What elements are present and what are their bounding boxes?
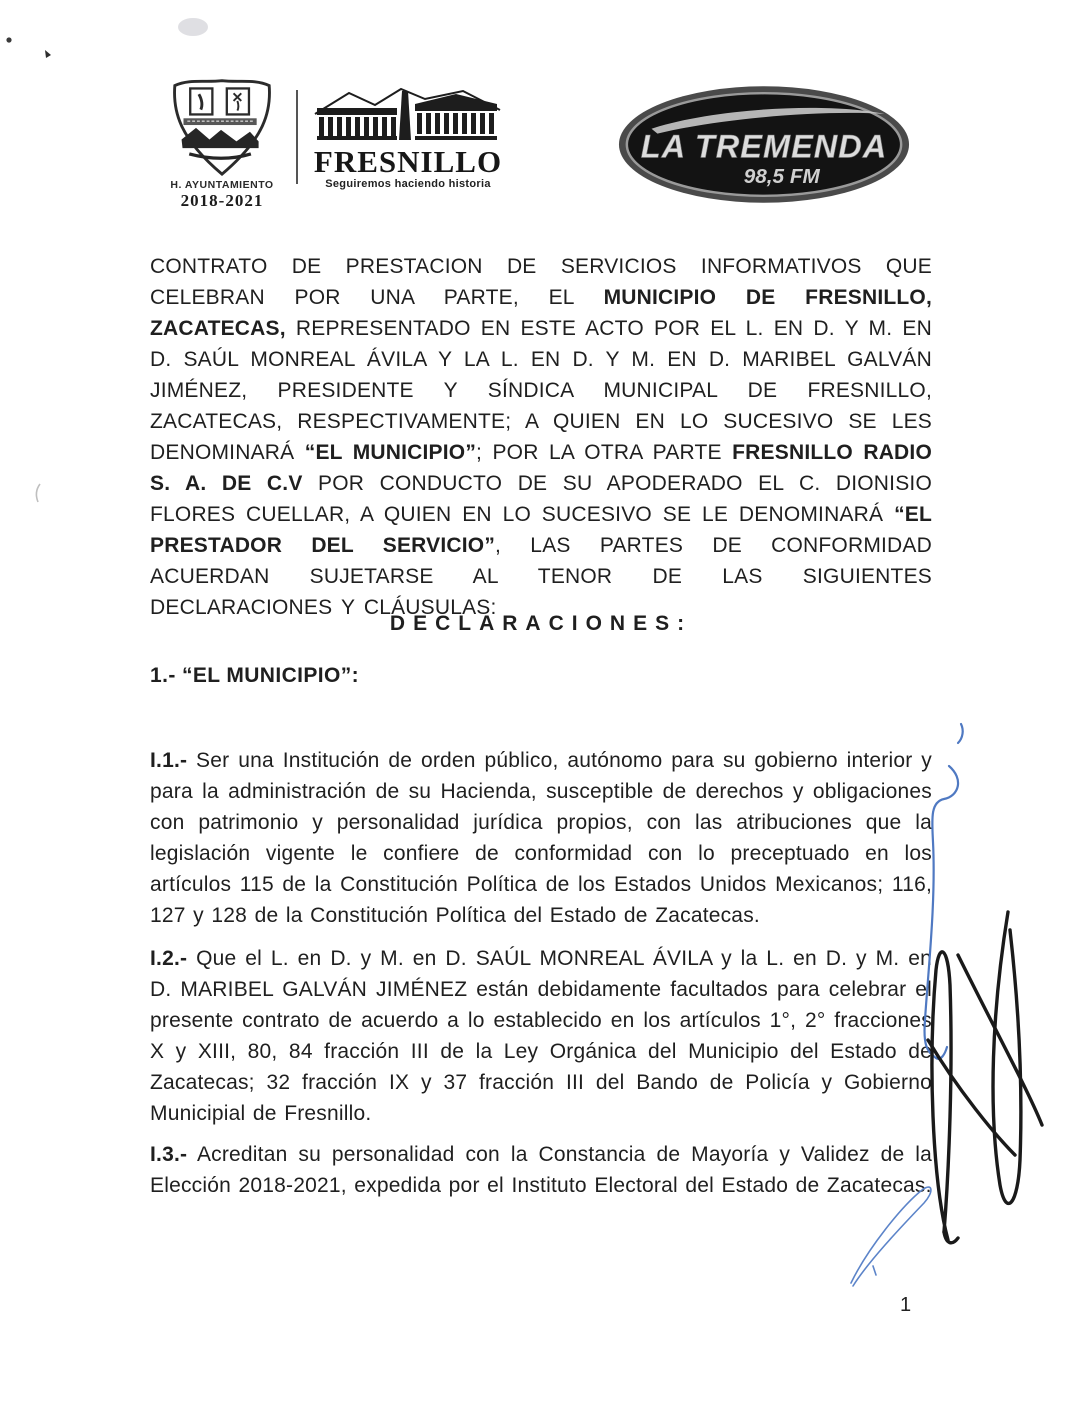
shield-caption-line2: 2018-2021 xyxy=(180,191,264,210)
fresnillo-tagline: Seguiremos haciendo historia xyxy=(325,178,491,190)
header-logos xyxy=(0,0,1089,220)
fresnillo-skyline-icon xyxy=(312,86,504,142)
shield-caption-line1: H. AYUNTAMIENTO xyxy=(170,179,274,191)
la-tremenda-logo xyxy=(616,82,912,208)
page-number: 1 xyxy=(900,1294,912,1316)
declarations-heading: DECLARACIONES: xyxy=(389,612,693,635)
clause-I1 xyxy=(150,745,932,931)
black-ink-signature xyxy=(928,912,1042,1243)
clause-I2-text: Que el L. en D. y M. en D. SAÚL MONREAL ÁVILA y la L. en D. y M. en D. MARIBEL GALVÁN JIMÉNEZ están debidamente facultados para celebrar el presente contrato de acuerdo a lo establecido en los artículos 1°, 2° fracciones X y XIII, 80, 84 fracción III de la Ley Orgánica del Municipio del Estado de Zacatecas; 32 fracción IX y 37 fracción III del Bando de Policía y Gobierno Municipial de Fresnillo. xyxy=(150,947,932,1125)
clause-I2-number: I.2.- xyxy=(150,947,188,970)
clause-I3-text: Acreditan su personalidad con la Constancia de Mayoría y Validez de la Elección 2018-2021, expedida por el Instituto Electoral del Estado de Zacatecas. xyxy=(150,1143,932,1197)
contract-opening-paragraph: CONTRATO DE PRESTACION DE SERVICIOS INFORMATIVOS QUE CELEBRAN POR UNA PARTE, EL MUNICIPIO DE FRESNILLO, ZACATECAS, REPRESENTADO EN ESTE ACTO POR EL L. EN D. Y M. EN D. SAÚL MONREAL ÁVILA Y LA L. EN D. Y M. EN D. MARIBEL GALVÁN JIMÉNEZ, PRESIDENTE Y SÍNDICA MUNICIPAL DE FRESNILLO, ZACATECAS, RESPECTIVAMENTE; A QUIEN EN LO SUCESIVO SE LES DENOMINARÁ “EL MUNICIPIO”; POR LA OTRA PARTE FRESNILLO RADIO S. A. DE C.V POR CONDUCTO DE SU APODERADO EL C. DIONISIO FLORES CUELLAR, A QUIEN EN LO SUCESIVO SE LE DENOMINARÁ “EL PRESTADOR DEL SERVICIO”, LAS PARTES DE CONFORMIDAD ACUERDAN SUJETARSE AL TENOR DE LAS SIGUIENTES DECLARACIONES Y CLÁUSULAS: xyxy=(150,255,933,619)
tremenda-wordmark: LA TREMENDA xyxy=(640,128,888,165)
clause-I3-number: I.3.- xyxy=(150,1143,188,1166)
clause-I2 xyxy=(150,943,932,1129)
fresnillo-logo xyxy=(308,86,508,190)
municipal-shield-logo xyxy=(158,74,286,211)
la-tremenda-oval-icon xyxy=(616,82,912,208)
clause-I1-text: Ser una Institución de orden público, autónomo para su gobierno interior y para la administración de su Hacienda, susceptible de derechos y obligaciones con patrimonio y personalidad jurídica propios, con las atribuciones que la legislación vigente le confiere de conformidad con lo preceptuado en los artículos 115 de la Constitución Política de los Estados Unidos Mexicanos; 116, 127 y 128 de la Constitución Política del Estado de Zacatecas. xyxy=(150,749,932,927)
fresnillo-wordmark: FRESNILLO xyxy=(313,144,503,179)
section1-title: 1.- “EL MUNICIPIO”: xyxy=(150,664,360,687)
blue-pen-loop xyxy=(851,1187,931,1286)
logo-divider xyxy=(296,90,298,184)
tremenda-frequency: 98,5 FM xyxy=(743,164,820,188)
clause-I3 xyxy=(150,1139,932,1201)
shield-crest-icon xyxy=(163,74,281,178)
clause-I1-number: I.1.- xyxy=(150,749,188,772)
